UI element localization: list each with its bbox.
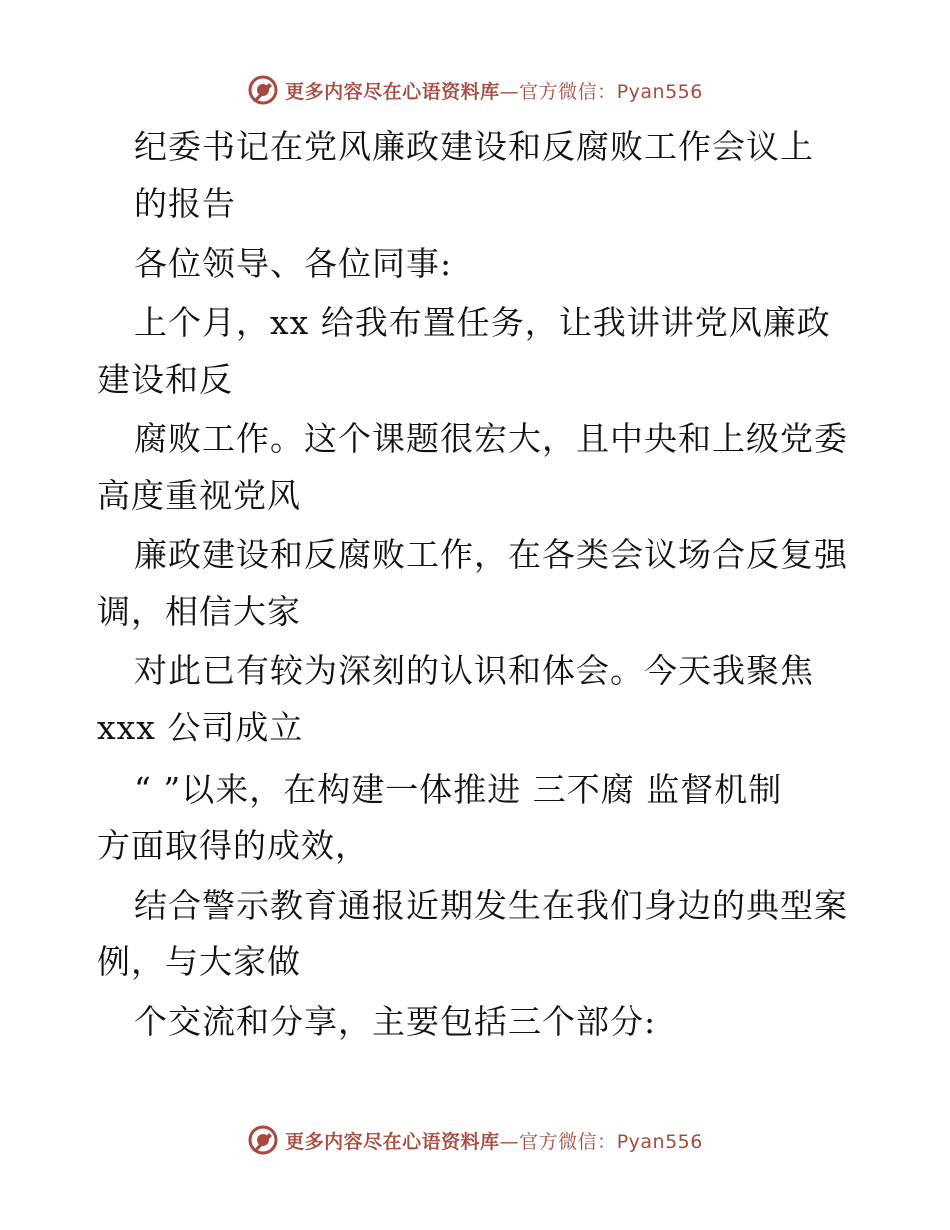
paragraph-line: 对此已有较为深刻的认识和体会。今天我聚焦	[134, 651, 814, 690]
paragraph-line: 上个月，xx 给我布置任务，让我讲讲党风廉政	[134, 303, 831, 342]
paragraph-line: “ ”以来，在构建一体推进 三不腐 监督机制	[134, 770, 783, 809]
watermark-text: 更多内容尽在心语资料库—官方微信：Pyan556	[285, 1130, 703, 1153]
paragraph-line: 结合警示教育通报近期发生在我们身边的典型案	[134, 886, 848, 925]
paragraph-line: 建设和反	[97, 360, 233, 399]
paragraph-line: xxx 公司成立	[97, 708, 304, 747]
watermark-text: 更多内容尽在心语资料库—官方微信：Pyan556	[285, 80, 703, 103]
paragraph-line: 例，与大家做	[97, 942, 301, 981]
title-line-1: 纪委书记在党风廉政建设和反腐败工作会议上	[134, 127, 814, 166]
paragraph-line: 调，相信大家	[97, 592, 301, 631]
paragraph-line: 廉政建设和反腐败工作，在各类会议场合反复强	[134, 535, 848, 574]
paragraph-line: 高度重视党风	[97, 476, 301, 515]
salutation: 各位领导、各位同事:	[134, 244, 453, 283]
pen-seal-logo-icon	[247, 74, 279, 106]
title-line-2: 的报告	[134, 184, 236, 223]
footer-watermark	[0, 1120, 950, 1160]
paragraph-line: 个交流和分享，主要包括三个部分:	[134, 1002, 657, 1041]
pen-seal-logo-icon	[247, 1124, 279, 1156]
paragraph-line: 方面取得的成效，	[97, 826, 369, 865]
header-watermark	[0, 70, 950, 110]
paragraph-line: 腐败工作。这个课题很宏大，且中央和上级党委	[134, 419, 848, 458]
